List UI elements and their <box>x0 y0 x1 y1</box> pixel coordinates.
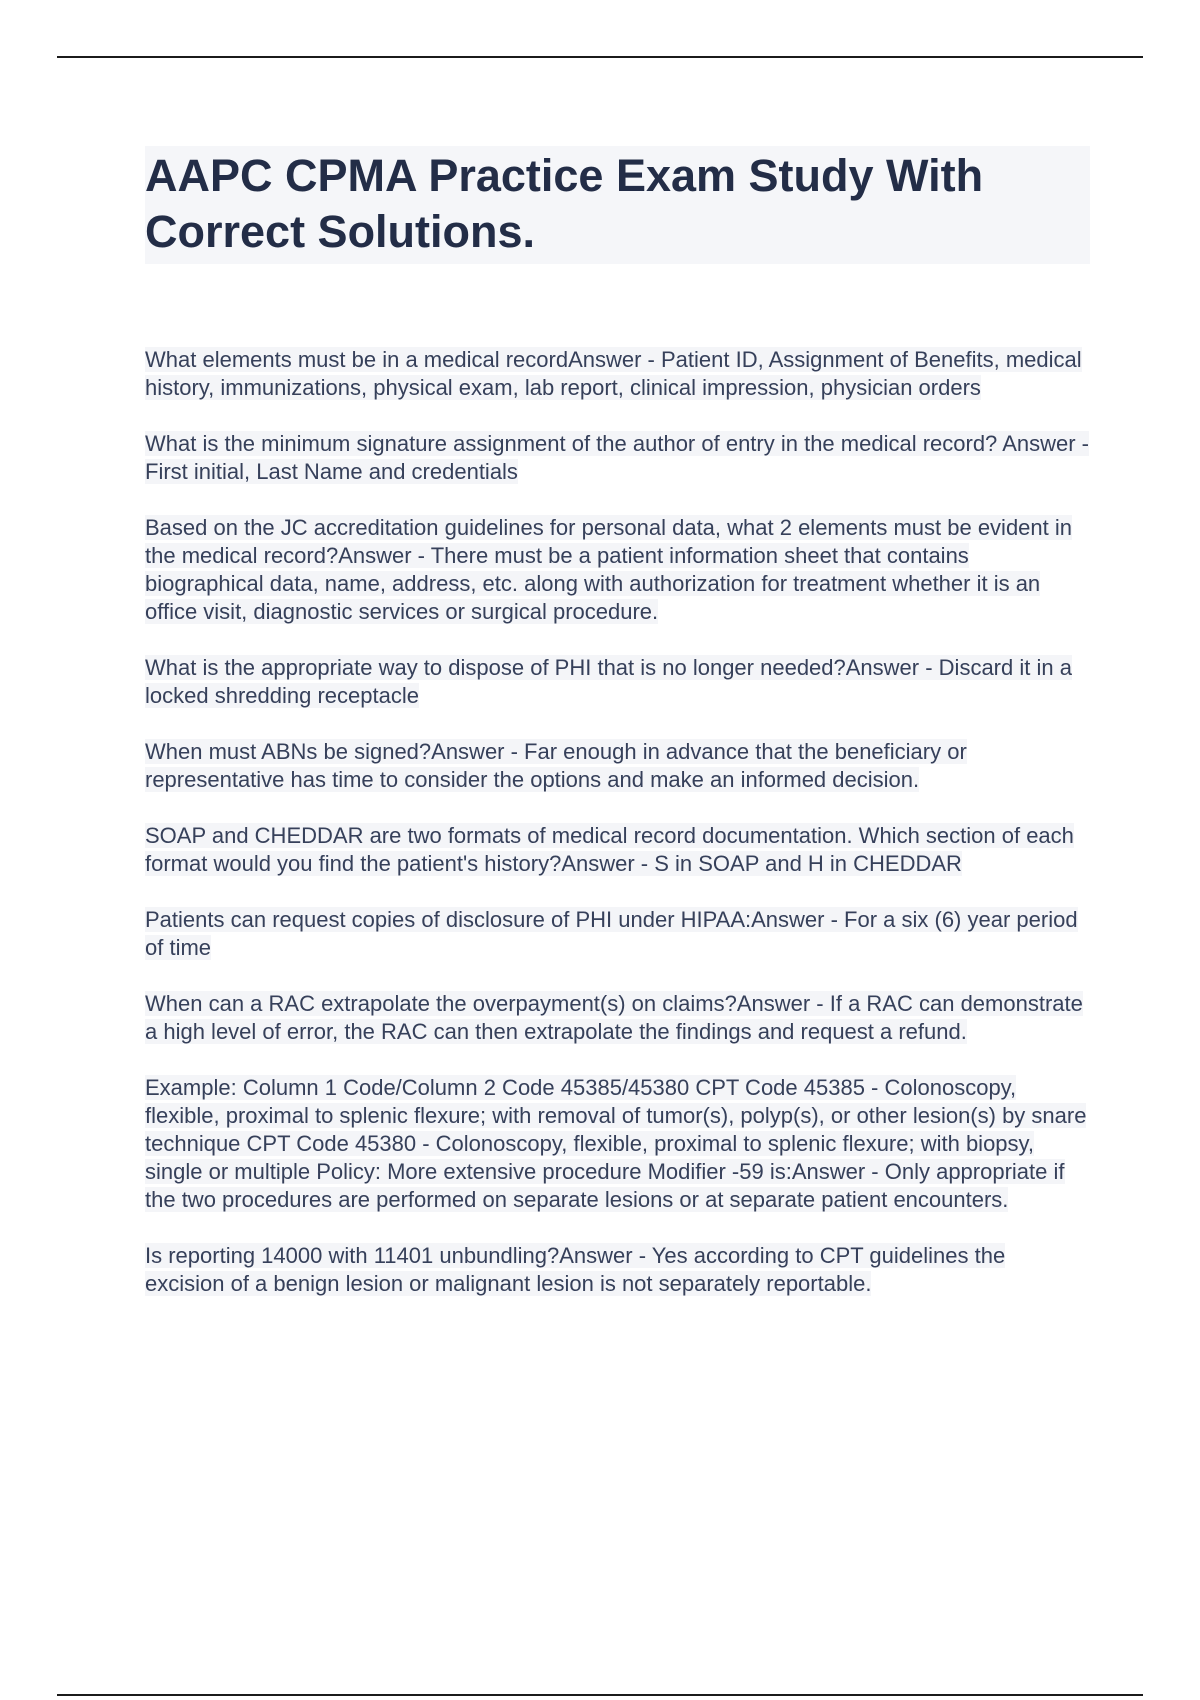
qa-item-text: Based on the JC accreditation guidelines for personal data, what 2 elements must be evident in the medical record?Answer - There must be a patient information sheet that contains biographical data, name, address, etc. along with authorization for treatment whether it is an office visit, diagnostic services or surgical procedure. <box>145 515 1072 624</box>
qa-item <box>145 738 1090 794</box>
qa-item-text: Example: Column 1 Code/Column 2 Code 45385/45380 CPT Code 45385 - Colonoscopy, flexible, proximal to splenic flexure; with removal of tumor(s), polyp(s), or other lesion(s) by snare technique CPT Code 45380 - Colonoscopy, flexible, proximal to splenic flexure; with biopsy, single or multiple Policy: More extensive procedure Modifier -59 is:Answer - Only appropriate if the two procedures are performed on separate lesions or at separate patient encounters. <box>145 1075 1087 1212</box>
qa-item-text: What is the appropriate way to dispose of PHI that is no longer needed?Answer - Discard it in a locked shredding receptacle <box>145 655 1072 708</box>
qa-item <box>145 1074 1090 1214</box>
qa-item-text: What is the minimum signature assignment of the author of entry in the medical record? Answer - First initial, Last Name and credentials <box>145 431 1089 484</box>
qa-item <box>145 906 1090 962</box>
bottom-divider <box>57 1694 1143 1696</box>
qa-item-text: When must ABNs be signed?Answer - Far enough in advance that the beneficiary or representative has time to consider the options and make an informed decision. <box>145 739 967 792</box>
qa-item-text: What elements must be in a medical recordAnswer - Patient ID, Assignment of Benefits, medical history, immunizations, physical exam, lab report, clinical impression, physician orders <box>145 347 1082 400</box>
qa-item-text: Is reporting 14000 with 11401 unbundling?Answer - Yes according to CPT guidelines the excision of a benign lesion or malignant lesion is not separately reportable. <box>145 1243 1006 1296</box>
document-body <box>145 146 1090 1326</box>
top-divider <box>57 56 1143 58</box>
qa-list <box>145 346 1090 1298</box>
qa-item <box>145 430 1090 486</box>
qa-item <box>145 990 1090 1046</box>
qa-item <box>145 514 1090 626</box>
qa-item <box>145 654 1090 710</box>
qa-item <box>145 1242 1090 1298</box>
qa-item-text: SOAP and CHEDDAR are two formats of medical record documentation. Which section of each format would you find the patient's history?Answer - S in SOAP and H in CHEDDAR <box>145 823 1074 876</box>
qa-item-text: When can a RAC extrapolate the overpayment(s) on claims?Answer - If a RAC can demonstrate a high level of error, the RAC can then extrapolate the findings and request a refund. <box>145 991 1083 1044</box>
document-title: AAPC CPMA Practice Exam Study With Correct Solutions. <box>145 146 1090 264</box>
qa-item <box>145 822 1090 878</box>
qa-item <box>145 346 1090 402</box>
qa-item-text: Patients can request copies of disclosure of PHI under HIPAA:Answer - For a six (6) year period of time <box>145 907 1078 960</box>
